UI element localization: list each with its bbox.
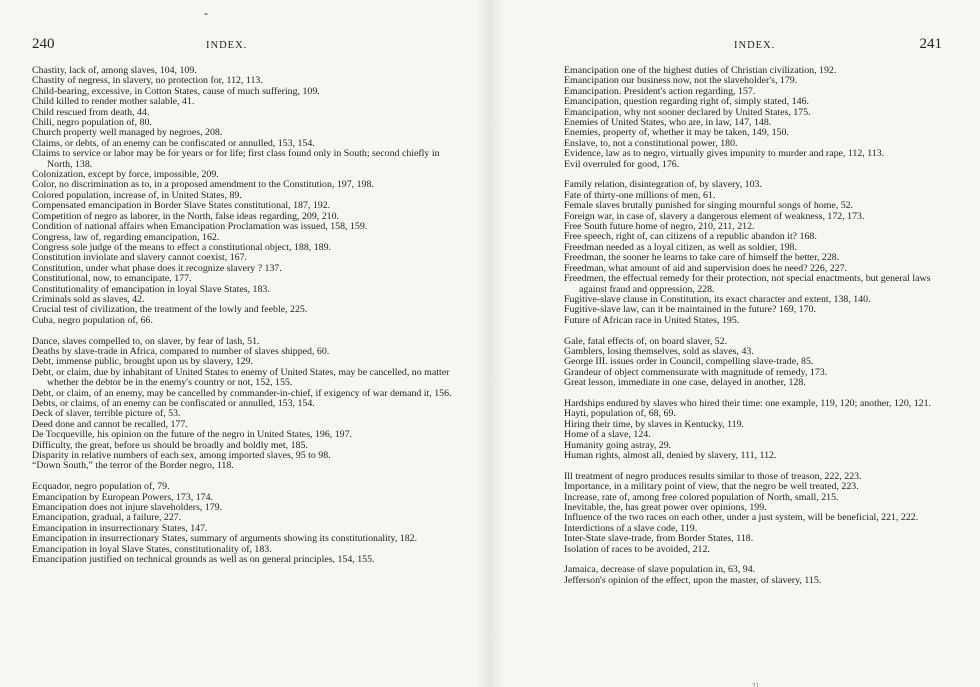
index-entry: Emancipation in insurrectionary States, summary of arguments showing its constitutionality, 182. bbox=[32, 533, 418, 545]
index-entry: Chili, negro population of, 80. bbox=[32, 117, 152, 129]
index-entry: Evil overruled for good, 176. bbox=[564, 158, 680, 170]
index-entry: Importance, in a military point of view, that the negro be well treated, 223. bbox=[564, 481, 859, 493]
index-entry: Hayti, population of, 68, 69. bbox=[564, 408, 676, 420]
index-entry: Color, no discrimination as to, in a proposed amendment to the Constitution, 197, 198. bbox=[32, 179, 374, 191]
index-entry: Child rescued from death, 44. bbox=[32, 106, 150, 118]
page-footer-fragment: 21 bbox=[752, 682, 759, 687]
index-entry: Influence of the two races on each other, under a just system, will be beneficial, 221, 222. bbox=[564, 512, 919, 524]
index-entry: Fugitive-slave clause in Constitution, its exact character and extent, 138, 140. bbox=[564, 293, 871, 305]
index-entry: Colonization, except by force, impossible, 209. bbox=[32, 169, 219, 181]
index-entry: Congress sole judge of the means to effect a constitutional object, 188, 189. bbox=[32, 241, 332, 253]
right-index-entries bbox=[564, 66, 956, 597]
index-letter-group bbox=[564, 337, 956, 389]
index-entry: Emancipation in insurrectionary States, 147. bbox=[32, 522, 208, 534]
index-entry: Enemies, property of, whether it may be taken, 149, 150. bbox=[564, 127, 789, 139]
index-entry: Future of African race in United States, 195. bbox=[564, 314, 740, 326]
index-entry: Emancipation, why not sooner declared by United States, 175. bbox=[564, 106, 811, 118]
index-entry: “Down South,” the terror of the Border negro, 118. bbox=[32, 460, 234, 472]
index-entry: Inter-State slave-trade, from Border States, 118. bbox=[564, 533, 754, 545]
index-entry: Human rights, almost all, denied by slavery, 111, 112. bbox=[564, 449, 777, 461]
index-entry: Emancipation by European Powers, 173, 174. bbox=[32, 491, 214, 503]
index-entry: Freedmen, the effectual remedy for their protection, not special enactments, but general laws against fraud and oppression, 228. bbox=[564, 273, 931, 295]
index-entry: Enemies of United States, who are, in law, 147, 148. bbox=[564, 117, 772, 129]
index-letter-group bbox=[564, 472, 956, 555]
index-entry: Debt, or claim, due by inhabitant of United States to enemy of United States, may be cancelled, no matter whether the debtor be in the enemy's country or not, 152, 155. bbox=[32, 366, 450, 389]
index-entry: Claims, or debts, of an enemy can be confiscated or annulled, 153, 154. bbox=[32, 137, 315, 149]
index-entry: Emancipation does not injure slaveholders, 179. bbox=[32, 502, 223, 514]
index-entry: Claims to service or labor may be for years or for life; first class found only in South; second chiefly in North, 138. bbox=[32, 148, 440, 170]
index-entry: Constitution inviolate and slavery cannot coexist, 167. bbox=[32, 252, 248, 264]
index-letter-group bbox=[564, 565, 956, 586]
index-entry: Hiring their time, by slaves in Kentucky, 119. bbox=[564, 418, 745, 430]
index-entry: Emancipation, question regarding right of, simply stated, 146. bbox=[564, 96, 809, 108]
index-entry: Deaths by slave-trade in Africa, compared to number of slaves shipped, 60. bbox=[32, 345, 330, 357]
index-entry: Fugitive-slave law, can it be maintained in the future? 169, 170. bbox=[564, 304, 816, 316]
left-page-number: 240 bbox=[32, 36, 55, 52]
index-entry: Debt, immense public, brought upon us by slavery, 129. bbox=[32, 356, 253, 368]
index-entry: Colored population, increase of, in United States, 89. bbox=[32, 189, 242, 201]
index-entry: Free South future home of negro, 210, 211, 212. bbox=[564, 221, 755, 233]
index-entry: Competition of negro as laborer, in the North, false ideas regarding, 209, 210. bbox=[32, 210, 340, 222]
index-letter-group bbox=[564, 180, 956, 326]
left-page bbox=[0, 0, 478, 687]
index-entry: Interdictions of a slave code, 119. bbox=[564, 522, 698, 534]
index-entry: Family relation, disintegration of, by slavery, 103. bbox=[564, 179, 762, 191]
index-entry: Great lesson, immediate in one case, delayed in another, 128. bbox=[564, 377, 806, 389]
index-entry: Emancipation our business now, not the slaveholder's, 179. bbox=[564, 75, 798, 87]
index-entry: Church property well managed by negroes, 208. bbox=[32, 127, 223, 139]
index-entry: Ill treatment of negro produces results similar to those of treason, 222, 223. bbox=[564, 470, 862, 482]
index-entry: Dance, slaves compelled to, on slaver, by fear of lash, 51. bbox=[32, 335, 260, 347]
index-entry: Ecquador, negro population of, 79. bbox=[32, 481, 170, 493]
index-entry: Inevitable, the, has great power over opinions, 199. bbox=[564, 502, 767, 513]
index-entry: Freedman, the sooner he learns to take care of himself the better, 228. bbox=[564, 252, 840, 264]
index-letter-group bbox=[32, 482, 452, 565]
index-entry: Debt, or claim, of an enemy, may be cancelled by commander-in-chief, if exigency of war demand it, 156. bbox=[32, 387, 452, 399]
index-entry: Crucial test of civilization, the treatment of the lowly and feeble, 225. bbox=[32, 304, 308, 316]
index-entry: Chastity, lack of, among slaves, 104, 109. bbox=[32, 65, 197, 76]
index-entry: George III. issues order in Council, compelling slave-trade, 85. bbox=[564, 356, 814, 368]
index-entry: Emancipation, gradual, a failure, 227. bbox=[32, 512, 182, 524]
index-entry: Foreign war, in case of, slavery a dangerous element of weakness, 172, 173. bbox=[564, 210, 865, 222]
index-entry: Condition of national affairs when Emancipation Proclamation was issued, 158, 159. bbox=[32, 221, 368, 233]
index-entry: Disparity in relative numbers of each sex, among imported slaves, 95 to 98. bbox=[32, 450, 331, 462]
index-entry: Debts, or claims, of an enemy can be confiscated or annulled, 153, 154. bbox=[32, 397, 315, 409]
index-entry: Increase, rate of, among free colored population of North, small, 215. bbox=[564, 491, 839, 503]
index-entry: Emancipation in loyal Slave States, constitutionality of, 183. bbox=[32, 543, 272, 555]
index-entry: Criminals sold as slaves, 42. bbox=[32, 293, 145, 305]
index-entry: Isolation of races to be avoided, 212. bbox=[564, 543, 710, 555]
right-page bbox=[502, 0, 980, 687]
index-entry: Free speech, right of, can citizens of a republic abandon it? 168. bbox=[564, 231, 817, 243]
index-entry: Freedman, what amount of aid and supervision does he need? 226, 227. bbox=[564, 262, 848, 274]
index-entry: Constitution, under what phase does it recognize slavery ? 137. bbox=[32, 262, 282, 274]
index-entry: Constitutionality of emancipation in loyal Slave States, 183. bbox=[32, 283, 270, 295]
index-letter-group bbox=[564, 399, 956, 461]
index-entry: Gale, fatal effects of, on board slaver, 52. bbox=[564, 335, 728, 347]
index-entry: Home of a slave, 124. bbox=[564, 429, 651, 441]
index-entry: Compensated emancipation in Border Slave States constitutional, 187, 192. bbox=[32, 200, 331, 212]
index-entry: Emancipation one of the highest duties of Christian civilization, 192. bbox=[564, 65, 837, 76]
index-entry: Evidence, law as to negro, virtually gives impunity to murder and rape, 112, 113. bbox=[564, 148, 885, 160]
index-entry: Fate of thirty-one millions of men, 61. bbox=[564, 189, 716, 201]
index-entry: Female slaves brutally punished for singing mournful songs of home, 52. bbox=[564, 200, 854, 212]
index-entry: Gamblers, losing themselves, sold as slaves, 43. bbox=[564, 345, 754, 357]
index-entry: Enslave, to, not a constitutional power, 180. bbox=[564, 137, 738, 149]
index-entry: Jamaica, decrease of slave population in, 63, 94. bbox=[564, 564, 756, 576]
index-entry: Freedman needed as a loyal citizen, as well as soldier, 198. bbox=[564, 241, 797, 253]
right-running-head: INDEX. bbox=[734, 40, 776, 51]
index-entry: Congress, law of, regarding emancipation, 162. bbox=[32, 231, 220, 243]
index-entry: Constitutional, now, to emancipate, 177. bbox=[32, 273, 192, 285]
index-entry: Child-bearing, excessive, in Cotton States, cause of much suffering, 109. bbox=[32, 85, 320, 97]
left-index-entries bbox=[32, 66, 452, 576]
index-entry: Hardships endured by slaves who hired their time: one example, 119, 120; another, 120, 121. bbox=[564, 397, 931, 409]
index-letter-group bbox=[564, 66, 956, 170]
index-entry: Child killed to render mother salable, 41. bbox=[32, 96, 195, 108]
index-entry: Jefferson's opinion of the effect, upon the master, of slavery, 115. bbox=[564, 574, 822, 586]
left-running-head: INDEX. bbox=[206, 40, 248, 51]
book-gutter bbox=[476, 0, 504, 687]
index-entry: Grandeur of object commensurate with magnitude of remedy, 173. bbox=[564, 366, 828, 378]
index-entry: Deed done and cannot be recalled, 177. bbox=[32, 418, 188, 430]
index-entry: Deck of slaver, terrible picture of, 53. bbox=[32, 408, 181, 420]
index-entry: De Tocqueville, his opinion on the future of the negro in United States, 196, 197. bbox=[32, 429, 353, 441]
index-entry: Emancipation. President's action regarding, 157. bbox=[564, 85, 756, 97]
index-entry: Chastity of negress, in slavery, no protection for, 112, 113. bbox=[32, 75, 263, 87]
index-entry: Difficulty, the great, before us should be broadly and boldly met, 185. bbox=[32, 439, 308, 451]
index-entry: Cuba, negro population of, 66. bbox=[32, 314, 153, 326]
index-entry: Humanity going astray, 29. bbox=[564, 439, 672, 451]
index-entry: Emancipation justified on technical grounds as well as on general principles, 154, 155. bbox=[32, 554, 375, 566]
index-letter-group bbox=[32, 337, 452, 472]
top-mark: - bbox=[204, 6, 208, 20]
right-page-number: 241 bbox=[919, 36, 942, 52]
index-letter-group bbox=[32, 66, 452, 326]
